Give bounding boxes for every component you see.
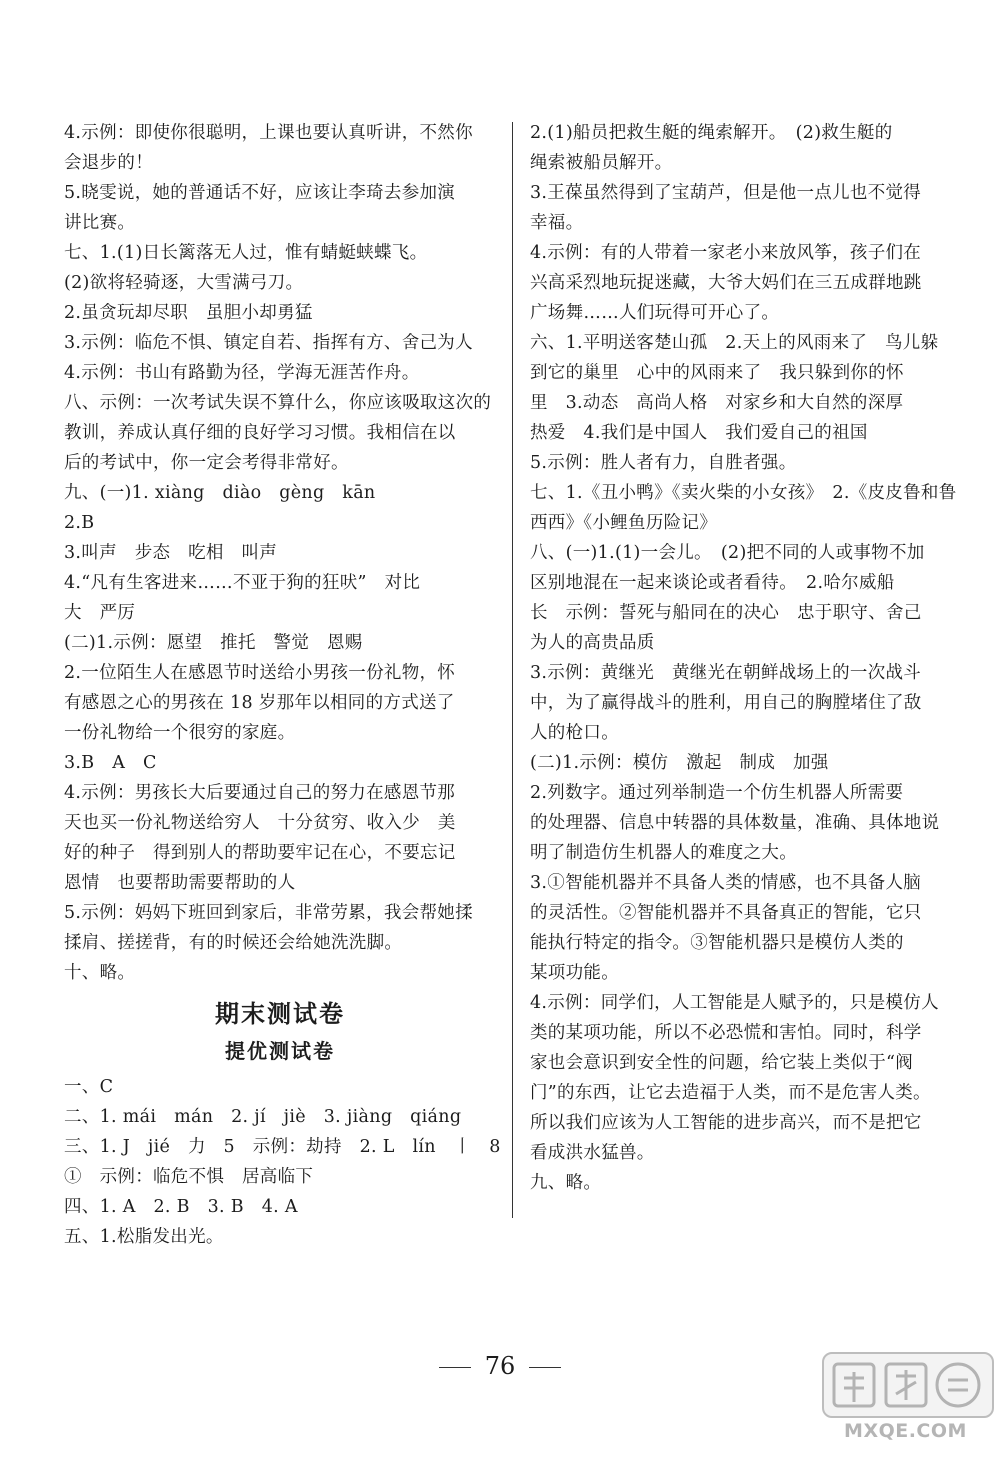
answer-line: 4.示例：书山有路勤为径，学海无涯苦作舟。	[64, 363, 420, 383]
section-title: 期末测试卷	[215, 1000, 345, 1028]
answer-line: 热爱 4.我们是中国人 我们爱自己的祖国	[530, 423, 868, 443]
answer-line: 三、1. J jié 力 5 示例：劫持 2. L lín 丨 8	[64, 1137, 501, 1157]
answer-line: (二)1.示例：模仿 激起 制成 加强	[530, 753, 829, 773]
answer-line: 九、略。	[530, 1173, 602, 1193]
answer-line: 人的枪口。	[530, 723, 619, 743]
answer-line: 教训，养成认真仔细的良好学习习惯。我相信在以	[64, 423, 456, 443]
answer-line: 一、C	[64, 1077, 114, 1097]
answer-line: 揉肩、搓搓背，有的时候还会给她洗洗脚。	[64, 933, 403, 953]
answer-line: 四、1. A 2. B 3. B 4. A	[64, 1197, 298, 1217]
answer-line: 绳索被船员解开。	[530, 153, 673, 173]
answer-line: 2.虽贪玩却尽职 虽胆小却勇猛	[64, 303, 313, 323]
right-column	[530, 118, 957, 1198]
answer-line: 天也买一份礼物送给穷人 十分贫穷、收入少 美	[64, 813, 456, 833]
answer-line: 幸福。	[530, 213, 584, 233]
right-answers	[530, 118, 957, 1198]
answer-line: 广场舞……人们玩得可开心了。	[530, 303, 780, 323]
answer-line: 七、1.《丑小鸭》《卖火柴的小女孩》 2.《皮皮鲁和鲁	[530, 483, 957, 503]
answer-line: 类的某项功能，所以不必恐慌和害怕。同时，科学	[530, 1023, 922, 1043]
answer-line: 家也会意识到安全性的问题，给它装上类似于“阀	[530, 1053, 914, 1073]
answer-line: 会退步的！	[64, 153, 153, 173]
answer-line: 的灵活性。②智能机器并不具备真正的智能，它只	[530, 903, 922, 923]
answer-line: 八、示例：一次考试失误不算什么，你应该吸取这次的	[64, 393, 492, 413]
answer-line: 2.B	[64, 513, 95, 533]
page-number: 76	[484, 1352, 516, 1380]
answer-line: 长 示例：誓死与船同在的决心 忠于职守、舍己	[530, 603, 922, 623]
answer-line: (2)欲将轻骑逐，大雪满弓刀。	[64, 273, 304, 293]
answer-line: 4.示例：同学们，人工智能是人赋予的，只是模仿人	[530, 993, 939, 1013]
answer-line: 六、1.平明送客楚山孤 2.天上的风雨来了 鸟儿躲	[530, 333, 939, 353]
watermark-url: MXQE.COM	[844, 1420, 967, 1442]
answer-line: 十、略。	[64, 963, 136, 983]
answer-line: (二)1.示例：愿望 推托 警觉 恩赐	[64, 633, 363, 653]
answer-line: 恩情 也要帮助需要帮助的人	[64, 873, 296, 893]
answer-line: 讲比赛。	[64, 213, 136, 233]
answer-line: 西西》《小鲤鱼历险记》	[530, 513, 718, 533]
footer-dash-left	[439, 1367, 471, 1368]
answer-line: 所以我们应该为人工智能的进步高兴，而不是把它	[530, 1113, 922, 1133]
answer-line: 3.①智能机器并不具备人类的情感，也不具备人脑	[530, 873, 922, 893]
answer-line: 看成洪水猛兽。	[530, 1143, 655, 1163]
answer-line: 门”的东西，让它去造福于人类，而不是危害人类。	[530, 1083, 931, 1103]
answer-line: 为人的高贵品质	[530, 633, 655, 653]
left-answers-bottom	[64, 1072, 501, 1252]
answer-line: 5.示例：妈妈下班回到家后，非常劳累，我会帮她揉	[64, 903, 473, 923]
left-answers-top	[64, 118, 496, 988]
answer-line: 3.B A C	[64, 753, 157, 773]
answer-line: 九、(一)1. xiàng diào gèng kān	[64, 483, 376, 503]
watermark-logo-graphic	[824, 1354, 992, 1416]
answer-line: 区别地混在一起来谈论或者看待。 2.哈尔威船	[530, 573, 895, 593]
section-subtitle: 提优测试卷	[225, 1039, 335, 1063]
left-column	[64, 118, 501, 1252]
answer-line: 中，为了赢得战斗的胜利，用自己的胸膛堵住了敌	[530, 693, 922, 713]
watermark-logo	[818, 1350, 993, 1450]
footer-dash-right	[529, 1367, 561, 1368]
answer-line: 兴高采烈地玩捉迷藏，大爷大妈们在三五成群地跳	[530, 273, 922, 293]
answer-line: 某项功能。	[530, 963, 619, 983]
answer-line: 3.王葆虽然得到了宝葫芦，但是他一点儿也不觉得	[530, 183, 922, 203]
answer-line: 二、1. mái mán 2. jí jiè 3. jiàng qiáng	[64, 1107, 462, 1127]
answer-line: 2.列数字。通过列举制造一个仿生机器人所需要	[530, 783, 904, 803]
answer-line: 5.晓雯说，她的普通话不好，应该让李琦去参加演	[64, 183, 456, 203]
answer-line: 七、1.(1)日长篱落无人过，惟有蜻蜓蛱蝶飞。	[64, 243, 428, 263]
answer-line: 4.示例：男孩长大后要通过自己的努力在感恩节那	[64, 783, 456, 803]
answer-line: 3.示例：临危不惧、镇定自若、指挥有方、舍己为人	[64, 333, 473, 353]
answer-line: ① 示例：临危不惧 居高临下	[64, 1167, 314, 1187]
answer-line: 五、1.松脂发出光。	[64, 1227, 224, 1247]
answer-line: 4.示例：有的人带着一家老小来放风筝，孩子们在	[530, 243, 922, 263]
answer-line: 2.(1)船员把救生艇的绳索解开。 (2)救生艇的	[530, 123, 893, 143]
answer-line: 4.示例：即使你很聪明，上课也要认真听讲，不然你	[64, 123, 473, 143]
answer-line: 能执行特定的指令。③智能机器只是模仿人类的	[530, 933, 904, 953]
answer-line: 2.一位陌生人在感恩节时送给小男孩一份礼物，怀	[64, 663, 456, 683]
answer-line: 5.示例：胜人者有力，自胜者强。	[530, 453, 797, 473]
answer-line: 有感恩之心的男孩在 18 岁那年以相同的方式送了	[64, 693, 455, 713]
answer-line: 3.示例：黄继光 黄继光在朝鲜战场上的一次战斗	[530, 663, 922, 683]
answer-line: 大 严厉	[64, 603, 136, 623]
column-divider	[512, 122, 513, 1218]
answer-line: 好的种子 得到别人的帮助要牢记在心，不要忘记	[64, 843, 456, 863]
answer-line: 的处理器、信息中转器的具体数量，准确、具体地说	[530, 813, 940, 833]
answer-line: 4.“凡有生客进来……不亚于狗的狂吠” 对比	[64, 573, 421, 593]
answer-line: 到它的巢里 心中的风雨来了 我只躲到你的怀	[530, 363, 904, 383]
answer-line: 明了制造仿生机器人的难度之大。	[530, 843, 797, 863]
answer-line: 后的考试中，你一定会考得非常好。	[64, 453, 349, 473]
answer-line: 里 3.动态 高尚人格 对家乡和大自然的深厚	[530, 393, 904, 413]
answer-line: 3.叫声 步态 吃相 叫声	[64, 543, 278, 563]
answer-line: 八、(一)1.(1)一会儿。 (2)把不同的人或事物不加	[530, 543, 925, 563]
watermark-badge	[822, 1352, 994, 1418]
answer-line: 一份礼物给一个很穷的家庭。	[64, 723, 296, 743]
